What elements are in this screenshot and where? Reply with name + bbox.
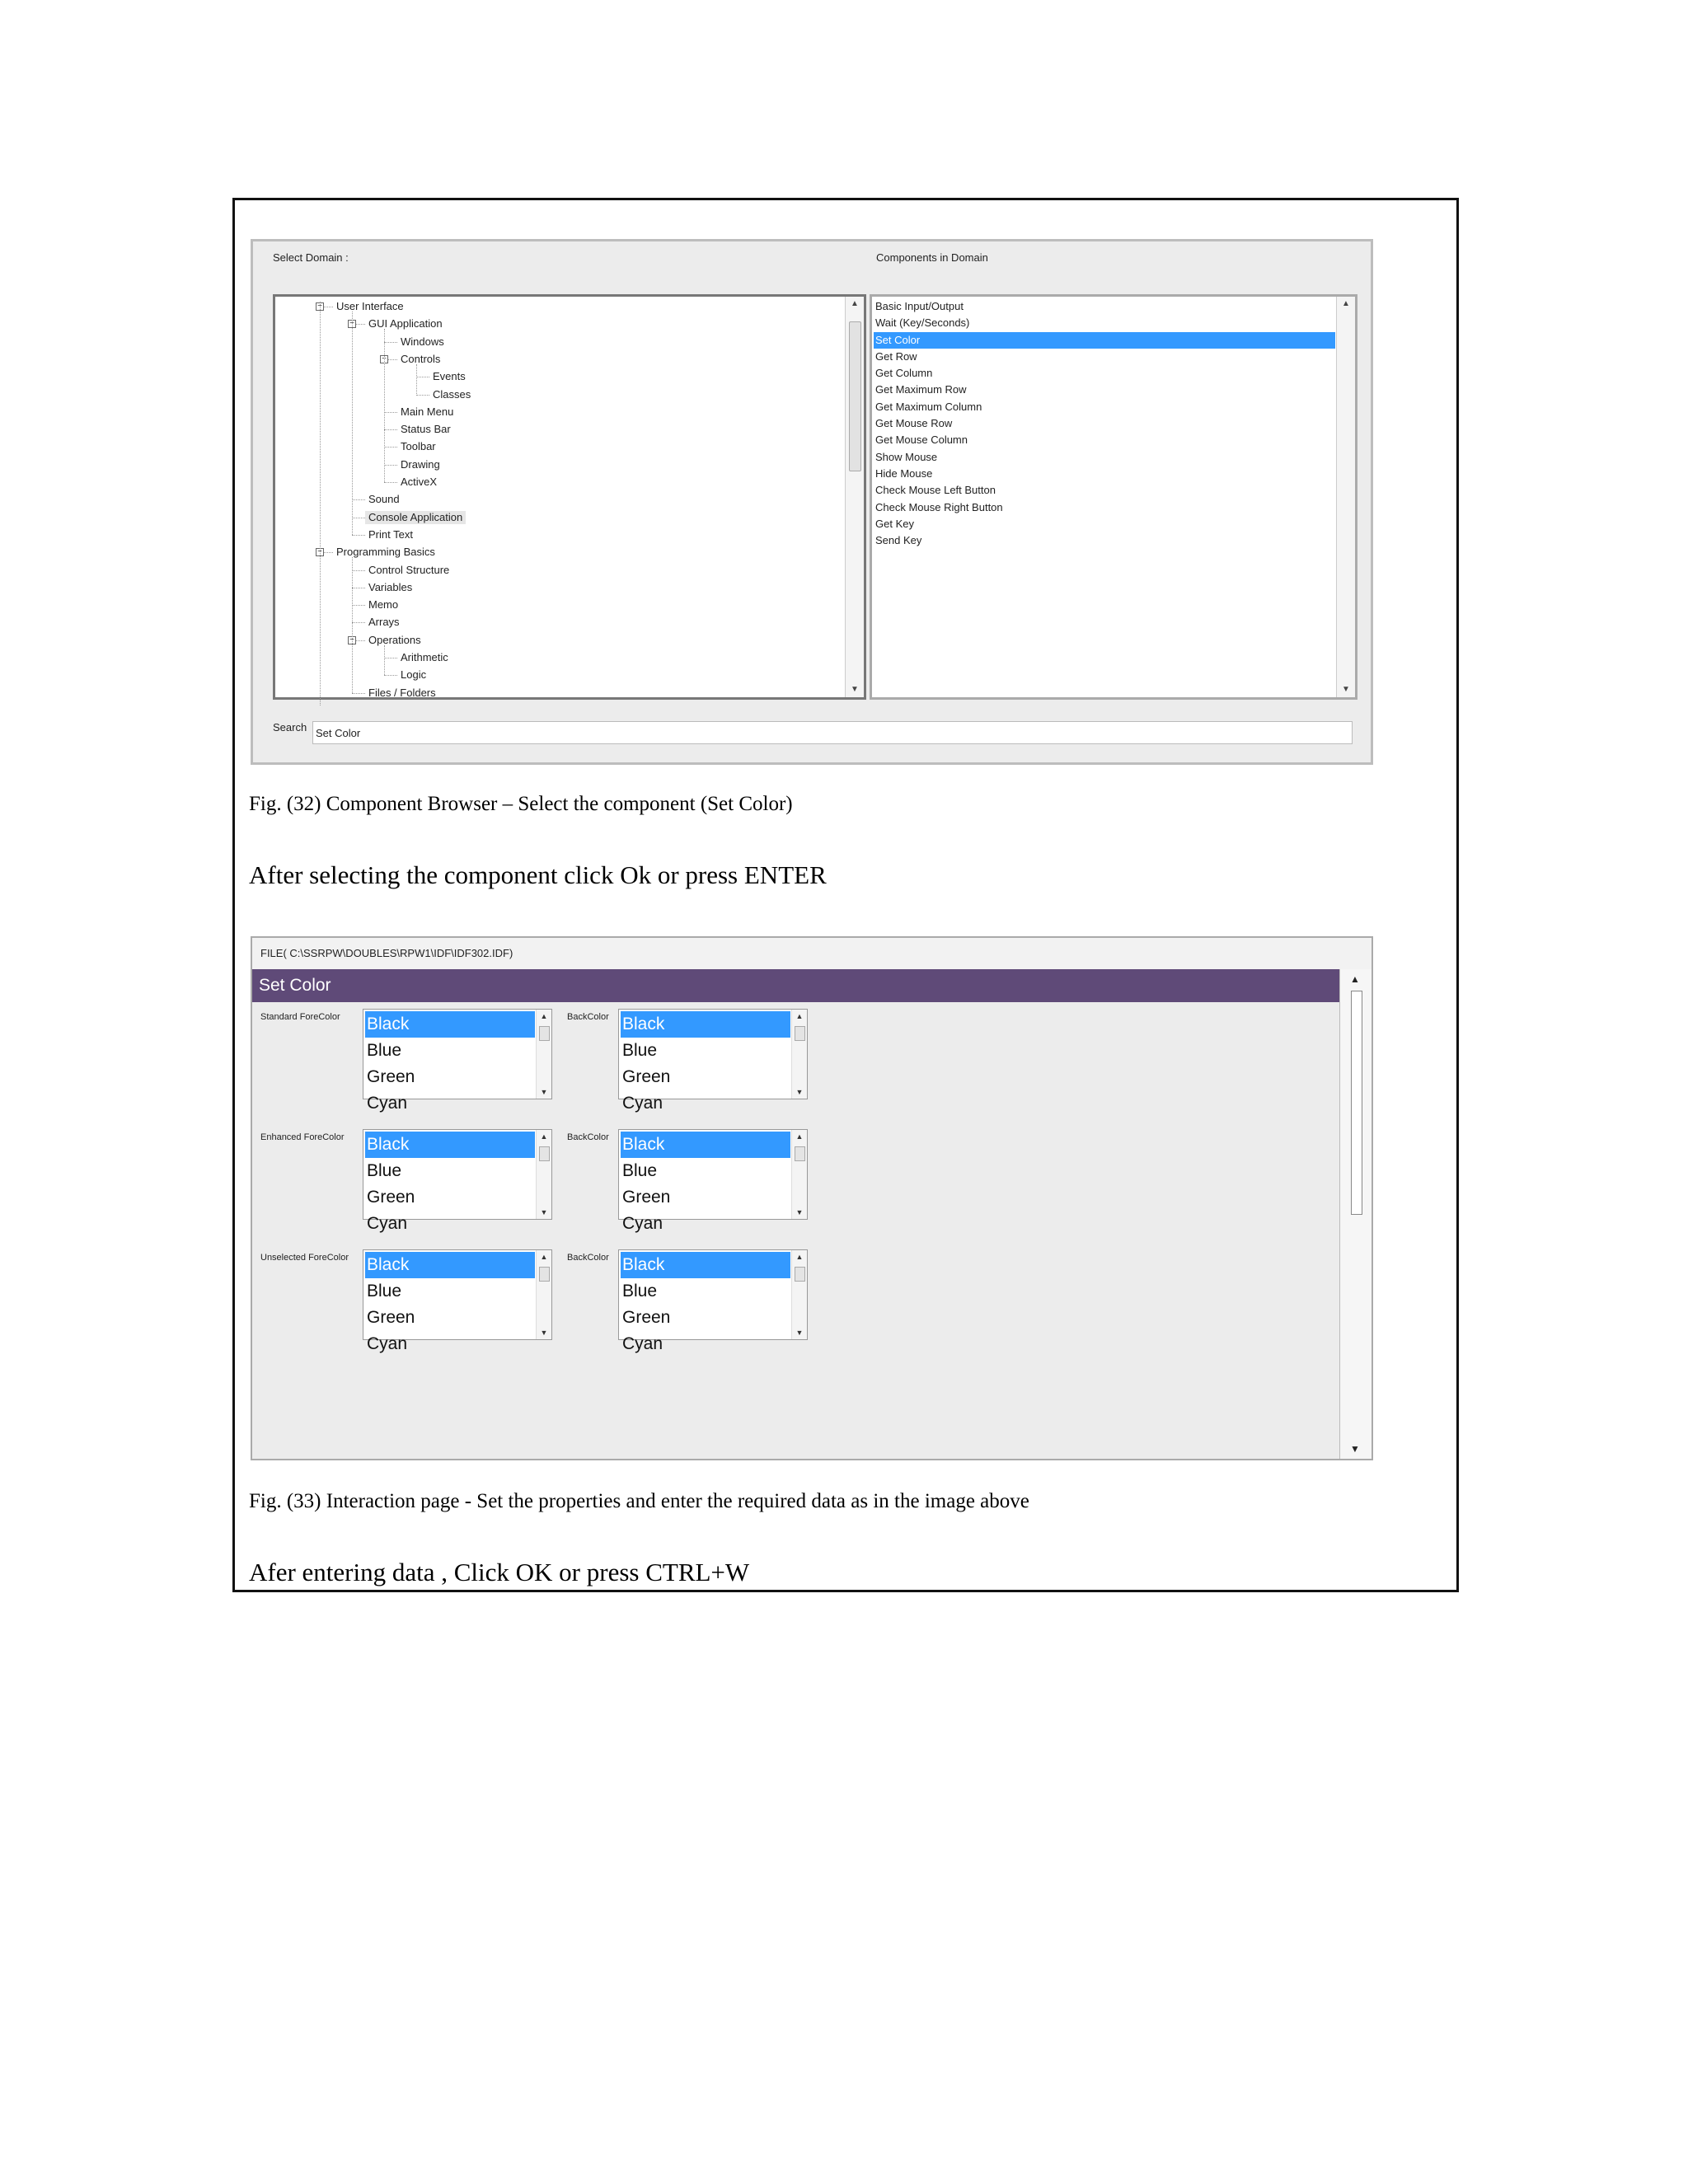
scroll-thumb[interactable] (795, 1267, 805, 1282)
color-option[interactable]: Blue (367, 1041, 402, 1060)
fig-32-caption: Fig. (32) Component Browser – Select the component (Set Color) (249, 793, 793, 815)
tree-guide-line (416, 364, 417, 395)
tree-connector (384, 482, 397, 483)
components-list-content (874, 298, 1335, 697)
component-list-item[interactable]: Show Mouse (875, 450, 938, 463)
search-input[interactable] (312, 721, 1353, 744)
color-option[interactable]: Blue (367, 1161, 402, 1180)
color-option[interactable]: Blue (622, 1282, 658, 1301)
file-path-bar: FILE( C:\SSRPW\DOUBLES\RPW1\IDF\IDF302.IDF) (252, 938, 1372, 970)
component-list-item[interactable]: Get Maximum Row (875, 383, 967, 396)
color-option[interactable]: Green (622, 1067, 671, 1086)
listbox-scrollbar[interactable] (536, 1250, 551, 1339)
scroll-thumb[interactable] (539, 1267, 550, 1282)
component-list-item[interactable]: Basic Input/Output (875, 300, 964, 312)
color-option[interactable]: Black (621, 1132, 790, 1158)
scroll-thumb[interactable] (539, 1026, 550, 1041)
scroll-down-icon[interactable]: ▼ (795, 1329, 804, 1337)
components-list[interactable] (870, 294, 1357, 700)
component-list-item[interactable]: Check Mouse Right Button (875, 500, 1003, 513)
tree-connector (384, 412, 397, 413)
fig-33-caption: Fig. (33) Interaction page - Set the properties and enter the required data as in the image above (249, 1490, 1029, 1512)
color-listbox-content (621, 1011, 790, 1113)
listbox-scrollbar[interactable] (536, 1130, 551, 1219)
color-listbox[interactable] (363, 1249, 552, 1353)
tree-node[interactable]: Variables (368, 580, 413, 593)
tree-connector (352, 499, 365, 500)
scroll-up-icon[interactable]: ▲ (1350, 973, 1360, 985)
tree-connector (352, 622, 365, 623)
scroll-down-icon[interactable]: ▼ (1350, 1443, 1360, 1455)
color-option[interactable]: Blue (367, 1282, 402, 1301)
after-enter-instruction: Afer entering data , Click OK or press CTRL+W (249, 1558, 750, 1586)
components-list-scrollbar[interactable] (1336, 297, 1355, 697)
component-browser (251, 239, 1373, 765)
color-option[interactable]: Black (621, 1252, 790, 1278)
color-option[interactable]: Green (367, 1188, 415, 1207)
component-list-item[interactable]: Get Key (875, 517, 914, 530)
tree-collapse-icon[interactable]: − (348, 320, 356, 328)
domain-tree-scrollbar[interactable] (845, 297, 864, 697)
after-select-instruction: After selecting the component click Ok or press ENTER (249, 860, 827, 889)
scroll-up-icon[interactable]: ▲ (1342, 299, 1350, 308)
component-list-item[interactable]: Get Column (875, 367, 933, 380)
tree-node[interactable]: Toolbar (401, 440, 436, 453)
component-list-item[interactable]: Hide Mouse (875, 466, 933, 480)
forecolor-label: Enhanced ForeColor (260, 1132, 345, 1142)
tree-connector (416, 395, 429, 396)
tree-node[interactable]: Drawing (401, 457, 440, 471)
domain-tree[interactable] (273, 294, 866, 700)
scroll-down-icon[interactable]: ▼ (540, 1208, 548, 1216)
color-listbox-content (365, 1132, 535, 1233)
color-option[interactable]: Cyan (367, 1214, 408, 1233)
tree-node[interactable]: Status Bar (401, 423, 451, 436)
forecolor-label: Unselected ForeColor (260, 1253, 349, 1263)
tree-connector (352, 605, 365, 606)
color-listbox[interactable] (618, 1129, 808, 1233)
tree-connector (384, 342, 397, 343)
color-option[interactable]: Cyan (367, 1094, 408, 1113)
scroll-down-icon[interactable]: ▼ (1342, 685, 1350, 694)
scroll-thumb[interactable] (795, 1146, 805, 1161)
scroll-up-icon[interactable]: ▲ (540, 1253, 548, 1261)
tree-connector (352, 535, 365, 536)
color-option[interactable]: Black (365, 1252, 535, 1278)
components-in-domain-label: Components in Domain (876, 251, 988, 264)
color-listbox[interactable] (363, 1129, 552, 1233)
tree-node[interactable]: User Interface (336, 300, 404, 312)
tree-collapse-icon[interactable]: − (380, 355, 388, 363)
backcolor-label: BackColor (567, 1012, 609, 1022)
tree-connector (352, 693, 365, 694)
tree-node[interactable]: Events (433, 370, 466, 383)
color-option[interactable]: Blue (622, 1041, 658, 1060)
search-label: Search (273, 721, 307, 733)
scroll-down-icon[interactable]: ▼ (851, 685, 859, 694)
select-domain-label: Select Domain : (273, 251, 349, 264)
listbox-scrollbar[interactable] (791, 1010, 807, 1099)
component-list-item[interactable]: Get Maximum Column (875, 400, 982, 413)
color-option[interactable]: Cyan (622, 1334, 663, 1353)
backcolor-label: BackColor (567, 1253, 609, 1263)
component-list-item[interactable]: Wait (Key/Seconds) (875, 316, 970, 330)
color-option[interactable]: Cyan (622, 1094, 663, 1113)
tree-guide-line (384, 329, 385, 482)
scroll-thumb[interactable] (1351, 991, 1362, 1215)
color-option[interactable]: Black (365, 1011, 535, 1038)
tree-node[interactable]: Files / Folders (368, 686, 436, 699)
scroll-down-icon[interactable]: ▼ (540, 1329, 548, 1337)
tree-node[interactable]: Programming Basics (336, 546, 435, 559)
scroll-thumb[interactable] (539, 1146, 550, 1161)
tree-node[interactable]: Control Structure (368, 563, 450, 576)
scroll-up-icon[interactable]: ▲ (795, 1012, 804, 1020)
color-option[interactable]: Cyan (622, 1214, 663, 1233)
tree-guide-line (352, 557, 353, 692)
tree-node[interactable]: Arithmetic (401, 651, 448, 663)
component-list-item[interactable]: Send Key (875, 534, 922, 547)
tree-collapse-icon[interactable]: − (316, 548, 324, 556)
scroll-down-icon[interactable]: ▼ (795, 1208, 804, 1216)
scroll-up-icon[interactable]: ▲ (851, 299, 859, 308)
color-listbox-content (365, 1252, 535, 1353)
color-listbox[interactable] (363, 1009, 552, 1113)
color-option[interactable]: Green (622, 1308, 671, 1327)
backcolor-label: BackColor (567, 1132, 609, 1142)
color-option[interactable]: Green (367, 1067, 415, 1086)
tree-connector (384, 429, 397, 430)
color-option[interactable]: Black (621, 1011, 790, 1038)
listbox-scrollbar[interactable] (536, 1010, 551, 1099)
tree-connector (384, 447, 397, 448)
tree-node[interactable]: Arrays (368, 616, 400, 629)
tree-node[interactable]: Memo (368, 598, 399, 612)
tree-node[interactable]: Controls (401, 352, 441, 365)
scroll-up-icon[interactable]: ▲ (795, 1253, 804, 1261)
tree-node[interactable]: Main Menu (401, 405, 454, 418)
tree-node[interactable]: ActiveX (401, 476, 438, 488)
tree-node[interactable]: Print Text (368, 527, 413, 541)
scroll-up-icon[interactable]: ▲ (795, 1132, 804, 1141)
component-list-item[interactable]: Check Mouse Left Button (875, 484, 996, 497)
color-listbox-content (621, 1132, 790, 1233)
tree-node[interactable]: Logic (401, 668, 427, 682)
tree-node[interactable]: Classes (433, 387, 471, 401)
dialog-title: Set Color (252, 969, 1340, 1002)
tree-guide-line (384, 645, 385, 676)
tree-connector (384, 465, 397, 466)
tree-node[interactable]: Windows (401, 335, 444, 348)
color-listbox[interactable] (618, 1249, 808, 1353)
tree-node[interactable]: GUI Application (368, 317, 443, 330)
scroll-up-icon[interactable]: ▲ (540, 1132, 548, 1141)
color-listbox[interactable] (618, 1009, 808, 1113)
color-option[interactable]: Black (365, 1132, 535, 1158)
color-listbox-content (621, 1252, 790, 1353)
tree-connector (384, 675, 397, 676)
tree-node[interactable]: Sound (368, 493, 400, 506)
tree-collapse-icon[interactable]: − (316, 302, 324, 311)
color-option[interactable]: Green (622, 1188, 671, 1207)
color-option[interactable]: Green (367, 1308, 415, 1327)
component-list-item[interactable]: Get Mouse Row (875, 417, 953, 430)
tree-node[interactable]: Operations (368, 633, 421, 646)
listbox-scrollbar[interactable] (791, 1250, 807, 1339)
scroll-up-icon[interactable]: ▲ (540, 1012, 548, 1020)
component-list-item[interactable]: Get Mouse Column (875, 434, 968, 447)
forecolor-label: Standard ForeColor (260, 1012, 340, 1022)
scroll-down-icon[interactable]: ▼ (795, 1088, 804, 1096)
set-color-dialog (251, 936, 1373, 1460)
scroll-down-icon[interactable]: ▼ (540, 1088, 548, 1096)
domain-tree-content (275, 297, 846, 697)
tree-connector (352, 570, 365, 571)
tree-node[interactable]: Console Application (365, 511, 466, 524)
tree-guide-line (320, 302, 321, 705)
scroll-thumb[interactable] (849, 321, 861, 471)
color-listbox-content (365, 1011, 535, 1113)
component-list-item[interactable]: Get Row (875, 349, 917, 363)
color-option[interactable]: Cyan (367, 1334, 408, 1353)
color-option[interactable]: Blue (622, 1161, 658, 1180)
dialog-scrollbar[interactable] (1339, 969, 1372, 1459)
listbox-scrollbar[interactable] (791, 1130, 807, 1219)
tree-collapse-icon[interactable]: − (348, 636, 356, 644)
scroll-thumb[interactable] (795, 1026, 805, 1041)
component-list-item[interactable]: Set Color (874, 332, 1335, 349)
tree-guide-line (352, 312, 353, 535)
